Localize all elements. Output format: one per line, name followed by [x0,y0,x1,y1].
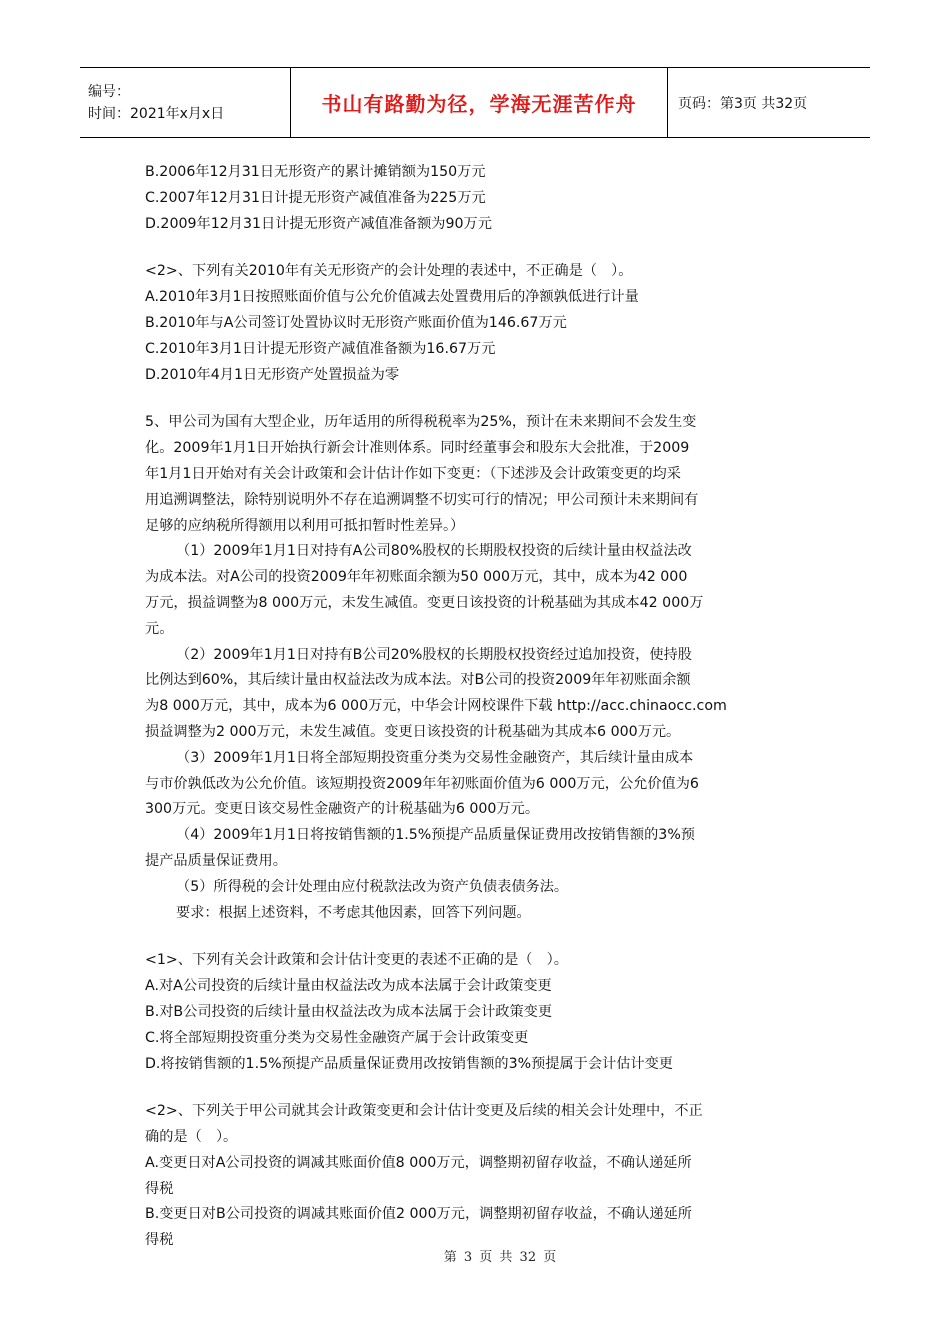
paragraph-line: 5、甲公司为国有大型企业，历年适用的所得税税率为25%，预计在未来期间不会发生变 [145,414,697,431]
number-label: 编号： [88,83,130,100]
option-line: C.将全部短期投资重分类为交易性金融资产属于会计政策变更 [145,1029,529,1046]
option-line: D.2009年12月31日计提无形资产减值准备额为90万元 [145,215,492,232]
option-line: B.2006年12月31日无形资产的累计摊销额为150万元 [145,164,486,180]
document-header [80,67,870,138]
option-line: B.2010年与A公司签订处置协议时无形资产账面价值为146.67万元 [145,314,567,331]
question-line: <1>、下列有关会计政策和会计估计变更的表述不正确的是（ ）。 [145,952,568,969]
page-footer [0,1246,950,1265]
page-info: 页码：第3页 共32页 [678,95,808,112]
paragraph-line: 比例达到60%，其后续计量由权益法改为成本法。对B公司的投资2009年年初账面余额 [145,672,691,689]
option-line: 得税 [145,1180,174,1197]
motto-cell [290,68,668,137]
question-line: <2>、下列关于甲公司就其会计政策变更和会计估计变更及后续的相关会计处理中，不正 [145,1103,703,1120]
question-line: <2>、下列有关2010年有关无形资产的会计处理的表述中，不正确是（ ）。 [145,263,633,280]
option-line: D.将按销售额的1.5%预提产品质量保证费用改按销售额的3%预提属于会计估计变更 [145,1055,673,1072]
paragraph-line: （1）2009年1月1日对持有A公司80%股权的长期股权投资的后续计量由权益法改 [176,543,692,560]
paragraph-line: 万元，损益调整为8 000万元，未发生减值。变更日该投资的计税基础为其成本42 000万 [145,594,704,611]
paragraph-line: 为成本法。对A公司的投资2009年年初账面余额为50 000万元，其中，成本为42 000 [145,569,688,586]
page-info-cell [668,68,870,137]
paragraph-line: （3）2009年1月1日将全部短期投资重分类为交易性金融资产，其后续计量由成本 [176,749,694,766]
paragraph-line: 提产品质量保证费用。 [145,852,287,869]
paragraph-line: 要求：根据上述资料，不考虑其他因素，回答下列问题。 [176,904,531,921]
option-line: D.2010年4月1日无形资产处置损益为零 [145,366,400,383]
paragraph-line: 为8 000万元，其中，成本为6 000万元，中华会计网校课件下载 http://acc.chinaocc.com [145,698,727,715]
option-line: C.2010年3月1日计提无形资产减值准备额为16.67万元 [145,340,496,357]
paragraph-line: 300万元。变更日该交易性金融资产的计税基础为6 000万元。 [145,801,540,818]
motto-text: 书山有路勤为径，学海无涯苦作舟 [321,92,637,116]
paragraph-line: 化。2009年1月1日开始执行新会计准则体系。同时经董事会和股东大会批准，于2009 [145,440,690,457]
option-line: 得税 [145,1232,174,1249]
header-left-cell [80,68,290,137]
question-line: 确的是（ ）。 [145,1129,238,1146]
paragraph-line: （5）所得税的会计处理由应付税款法改为资产负债表债务法。 [176,878,569,895]
date-label: 时间：2021年x月x日 [88,105,225,122]
document-body [145,160,810,1254]
paragraph-line: 年1月1日开始对有关会计政策和会计估计作如下变更：（下述涉及会计政策变更的均采 [145,465,681,482]
paragraph-line: 用追溯调整法，除特别说明外不存在追溯调整不切实可行的情况；甲公司预计未来期间有 [145,491,699,508]
option-line: B.对B公司投资的后续计量由权益法改为成本法属于会计政策变更 [145,1003,553,1020]
paragraph-line: 元。 [145,620,174,637]
paragraph-line: （4）2009年1月1日将按销售额的1.5%预提产品质量保证费用改按销售额的3%预 [176,827,695,844]
option-line: B.变更日对B公司投资的调减其账面价值2 000万元，调整期初留存收益，不确认递延所 [145,1206,692,1223]
paragraph-line: 与市价孰低改为公允价值。该短期投资2009年年初账面价值为6 000万元，公允价值为6 [145,775,699,792]
paragraph-line: 足够的应纳税所得额用以利用可抵扣暂时性差异。） [145,517,465,534]
option-line: A.2010年3月1日按照账面价值与公允价值减去处置费用后的净额孰低进行计量 [145,289,639,306]
footer-page-number: 第 3 页 共 32 页 [443,1250,557,1265]
paragraph-line: （2）2009年1月1日对持有B公司20%股权的长期股权投资经过追加投资，使持股 [176,646,692,663]
option-line: A.变更日对A公司投资的调减其账面价值8 000万元，调整期初留存收益，不确认递延所 [145,1154,692,1171]
paragraph-line: 损益调整为2 000万元，未发生减值。变更日该投资的计税基础为其成本6 000万元。 [145,723,681,740]
option-line: A.对A公司投资的后续计量由权益法改为成本法属于会计政策变更 [145,978,552,995]
option-line: C.2007年12月31日计提无形资产减值准备为225万元 [145,189,486,206]
